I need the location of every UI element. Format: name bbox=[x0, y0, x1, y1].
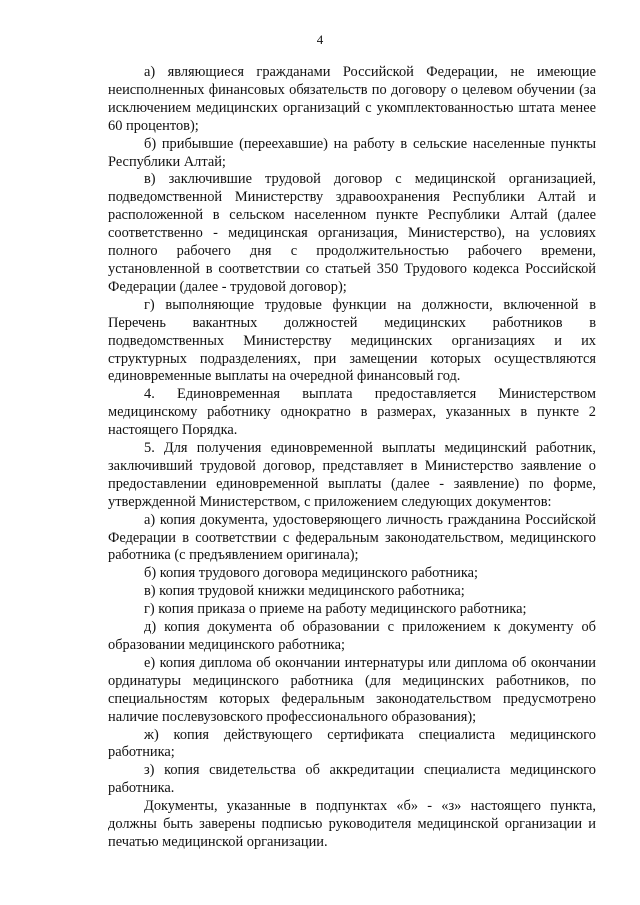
paragraph-5e: е) копия диплома об окончании интернатуры или диплома об окончании ординатуры медицинского работника (для медицинских работников, по специальностям которых федеральным законодательством предусмотрено наличие послевузовского профессионального образования); bbox=[108, 654, 596, 725]
paragraph-5a: а) копия документа, удостоверяющего личность гражданина Российской Федерации в соответствии с федеральным законодательством, медицинского работника (с предъявлением оригинала); bbox=[108, 511, 596, 564]
paragraph-5-note: Документы, указанные в подпунктах «б» - «з» настоящего пункта, должны быть заверены подписью руководителя медицинской организации и печатью медицинской организации. bbox=[108, 798, 596, 850]
paragraph-5v: в) копия трудовой книжки медицинского работника; bbox=[144, 583, 465, 600]
paragraph-5d: д) копия документа об образовании с приложением к документу об образовании медицинского работника; bbox=[108, 619, 596, 653]
paragraph-3b: б) прибывшие (переехавшие) на работу в сельские населенные пункты Республики Алтай; bbox=[108, 135, 596, 170]
paragraph-3g: г) выполняющие трудовые функции на должности, включенной в Перечень вакантных должностей медицинских работников в подведомственных Министерству медицинских организациях и их структурных подразделениях, при замещении которых осуществляются единовременные выплаты на очередной финансовый год. bbox=[108, 296, 596, 385]
paragraph-5zh: ж) копия действующего сертификата специалиста медицинского работника; bbox=[108, 726, 596, 761]
paragraph-5z: з) копия свидетельства об аккредитации специалиста медицинского работника. bbox=[108, 762, 596, 797]
paragraph-4: 4. Единовременная выплата предоставляется Министерством медицинскому работнику однократно в размерах, указанных в пункте 2 настоящего Порядка. bbox=[108, 386, 596, 439]
document-body bbox=[108, 64, 596, 852]
page-number: 4 bbox=[316, 32, 324, 47]
paragraph-3a: а) являющиеся гражданами Российской Федерации, не имеющие неисполненных финансовых обязательств по договору о целевом обучении (за исключением медицинских организаций с укомплектованностью штата менее 60 процентов); bbox=[108, 64, 596, 134]
paragraph-5: 5. Для получения единовременной выплаты медицинский работник, заключивший трудовой договор, представляет в Министерство заявление о предоставлении единовременной выплаты (далее - заявление) по форме, утвержденной Министерством, с приложением следующих документов: bbox=[108, 440, 596, 510]
paragraph-5b: б) копия трудового договора медицинского работника; bbox=[144, 565, 478, 582]
paragraph-5g: г) копия приказа о приеме на работу медицинского работника; bbox=[144, 601, 527, 618]
paragraph-3v: в) заключившие трудовой договор с медицинской организацией, подведомственной Министерству здравоохранения Республики Алтай и расположенной в сельском населенном пункте Республики Алтай (далее соответственно - медицинская организация, Министерство), на условиях полного рабочего дня с продолжительностью рабочего времени, установленной в соответствии со статьей 350 Трудового кодекса Российской Федерации (далее - трудовой договор); bbox=[108, 171, 596, 295]
